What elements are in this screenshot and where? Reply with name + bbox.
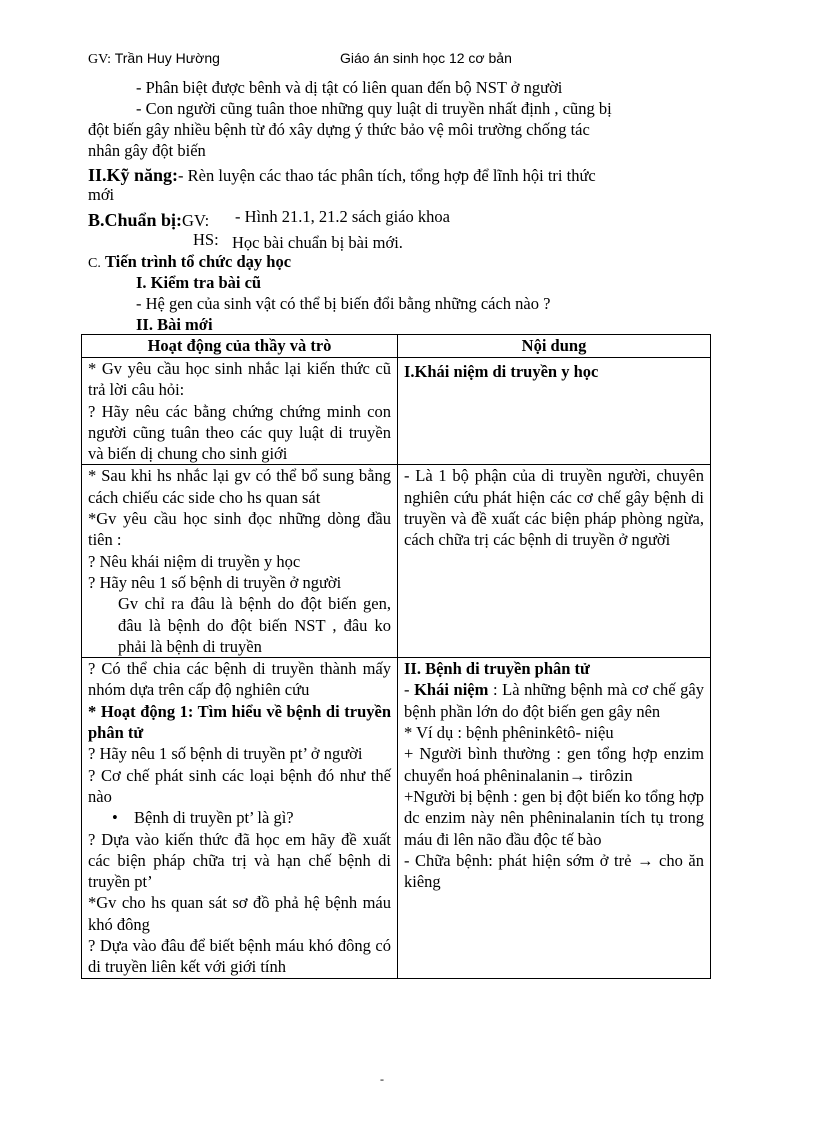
table-text: *Gv yêu cầu học sinh đọc những dòng đầu tiên : bbox=[88, 509, 391, 550]
table-cell-right bbox=[398, 358, 711, 465]
table-text: *Gv cho hs quan sát sơ đồ phả hệ bệnh máu khó đông bbox=[88, 893, 391, 934]
table-text: + Người bình thường : gen tổng hợp enzim chuyển hoá phêninalanin→ tirôzin bbox=[404, 744, 704, 785]
table-header-row bbox=[82, 335, 711, 358]
concept-text: : Là những bệnh mà cơ chế gây bệnh phần lớn do đột biến gen gây nên bbox=[404, 680, 704, 721]
section-title-molecular-disease: II. Bệnh di truyền phân tử bbox=[404, 659, 590, 679]
table-cell-left bbox=[82, 658, 398, 978]
lesson-table bbox=[81, 334, 711, 979]
prep-gv-text: - Hình 21.1, 21.2 sách giáo khoa bbox=[235, 207, 450, 226]
footer-mark: - bbox=[380, 1072, 384, 1086]
table-text: ? Cơ chế phát sinh các loại bệnh đó như thế nào bbox=[88, 765, 391, 806]
col-header-content: Nội dung bbox=[398, 335, 711, 358]
table-text: ? Hãy nêu các bằng chứng chứng minh con người cũng tuân theo các quy luật di truyền và biến dị chung cho sinh giới bbox=[88, 401, 391, 464]
table-text: * Ví dụ : bệnh phêninkêtô- niệu bbox=[404, 723, 614, 743]
header-gv-label: GV: bbox=[88, 52, 112, 67]
table-row bbox=[82, 358, 711, 465]
prep-hs-text: Học bài chuẩn bị bài mới. bbox=[232, 233, 403, 252]
skills-text-1: - Rèn luyện các thao tác phân tích, tổng hợp để lĩnh hội tri thức bbox=[178, 166, 596, 185]
intro-line-2: - Con người cũng tuân thoe những quy luật di truyền nhất định , cũng bị bbox=[136, 99, 612, 118]
table-cell-left bbox=[82, 465, 398, 658]
table-text: * Sau khi hs nhắc lại gv có thể bổ sung bằng cách chiếu các side cho hs quan sát bbox=[88, 466, 391, 507]
header-subject: Giáo án sinh học 12 cơ bản bbox=[340, 50, 512, 66]
table-row bbox=[82, 658, 711, 978]
table-text: * Gv yêu cầu học sinh nhắc lại kiến thức cũ trả lời câu hỏi: bbox=[88, 359, 391, 400]
process-c-label: C. bbox=[88, 256, 101, 271]
table-cell-right bbox=[398, 465, 711, 658]
review-title: I. Kiểm tra bài cũ bbox=[136, 273, 262, 292]
concept-label: Khái niệm bbox=[414, 680, 489, 700]
new-lesson-title: II. Bài mới bbox=[136, 315, 213, 334]
header-teacher bbox=[88, 50, 220, 68]
table-text: ? Nêu khái niệm di truyền y học bbox=[88, 551, 301, 571]
table-text: ? Hãy nêu 1 số bệnh di truyền ở người bbox=[88, 572, 342, 592]
prep-hs-label: HS: bbox=[193, 230, 219, 249]
table-cell-right bbox=[398, 658, 711, 978]
table-text: +Người bị bệnh : gen bị đột biến ko tổng hợp dc enzim này nên phêninalanin tích tụ trong máu đi lên não đầu độc tế bào bbox=[404, 786, 704, 849]
skills-section bbox=[88, 165, 596, 186]
table-text: - Là 1 bộ phận của di truyền người, chuyên nghiên cứu phát hiện các cơ chế gây bệnh di truyền và đề xuất các biện pháp phòng ngừa, cách chữa trị các bệnh di truyền ở người bbox=[404, 466, 704, 550]
skills-label: II.Kỹ năng: bbox=[88, 165, 179, 185]
activity-1-title: * Hoạt động 1: Tìm hiểu về bệnh di truyền phân tử bbox=[88, 701, 391, 743]
table-text: Gv chỉ ra đâu là bệnh do đột biến gen, đâu là bệnh do đột biến NST , đâu ko phải là bệnh di truyền bbox=[118, 594, 391, 656]
concept-paragraph: - Khái niệm : Là những bệnh mà cơ chế gây bệnh phần lớn do đột biến gen gây nên bbox=[404, 680, 704, 721]
table-cell-left bbox=[82, 358, 398, 465]
table-text: - Chữa bệnh: phát hiện sớm ở trẻ → cho ăn kiêng bbox=[404, 850, 704, 892]
review-question: - Hệ gen của sinh vật có thể bị biến đổi bằng những cách nào ? bbox=[136, 294, 551, 313]
intro-line-3: đột biến gây nhiều bệnh từ đó xây dựng ý thức bảo vệ môi trường chống tác bbox=[88, 120, 590, 139]
bullet-item: • Bệnh di truyền pt’ là gì? bbox=[88, 807, 391, 828]
table-text: ? Có thể chia các bệnh di truyền thành mấy nhóm dựa trên cấp độ nghiên cứu bbox=[88, 659, 391, 700]
table-text: ? Dựa vào đâu để biết bệnh máu khó đông có di truyền liên kết với giới tính bbox=[88, 936, 391, 977]
table-text: ? Hãy nêu 1 số bệnh di truyền pt’ ở người bbox=[88, 744, 363, 764]
col-header-activities: Hoạt động của thầy và trò bbox=[82, 335, 398, 358]
table-row bbox=[82, 465, 711, 658]
prep-section bbox=[88, 210, 209, 231]
skills-text-2: mới bbox=[88, 185, 115, 204]
section-title-medical-genetics: I.Khái niệm di truyền y học bbox=[404, 362, 599, 381]
prep-gv-label: GV: bbox=[182, 211, 210, 230]
table-text: ? Dựa vào kiến thức đã học em hãy đề xuất các biện pháp chữa trị và hạn chế bệnh di truyền pt’ bbox=[88, 829, 391, 892]
process-title: Tiến trình tổ chức dạy học bbox=[104, 252, 292, 271]
process-heading bbox=[88, 252, 291, 274]
intro-line-4: nhân gây đột biến bbox=[88, 141, 206, 160]
teacher-name: Trần Huy Hường bbox=[114, 50, 220, 66]
intro-line-1: - Phân biệt được bênh và dị tật có liên quan đến bộ NST ở người bbox=[136, 78, 563, 97]
prep-label: B.Chuẩn bị: bbox=[88, 210, 183, 230]
